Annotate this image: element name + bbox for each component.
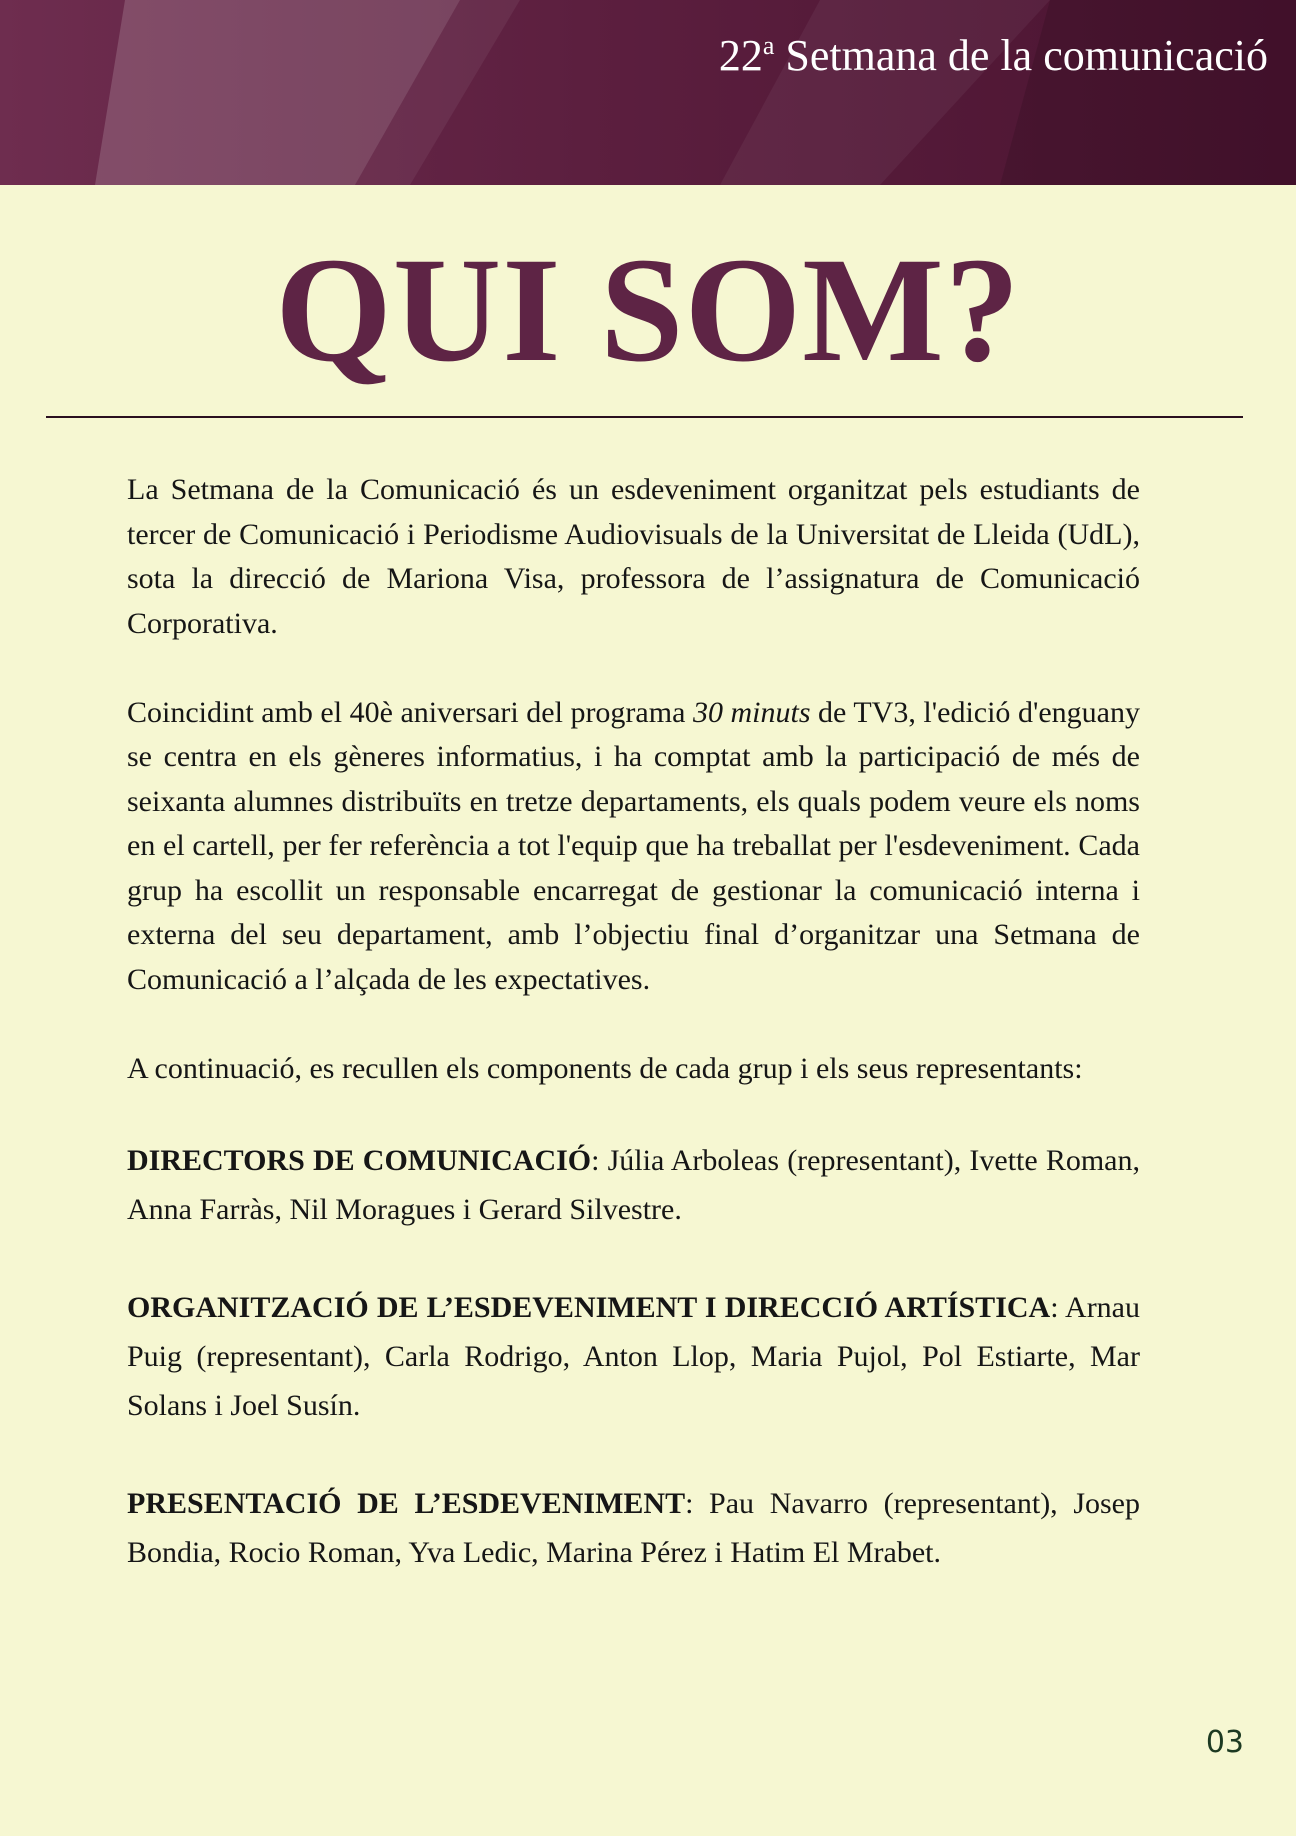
group-directors xyxy=(127,1136,1140,1234)
group-presentacio xyxy=(127,1479,1140,1577)
body-text xyxy=(127,468,1140,1626)
group-heading: PRESENTACIÓ DE L’ESDEVENIMENT xyxy=(127,1486,686,1520)
group-members: : Júlia Arboleas (representant), Ivette Roman, Anna Farràs, Nil Moragues i Gerard Silvestre. xyxy=(127,1143,1140,1226)
group-heading: DIRECTORS DE COMUNICACIÓ xyxy=(127,1143,592,1177)
edition-text-end: de TV3, l'edició d'enguany se centra en els gèneres informatius, i ha comptat amb la participació de més de seixanta alumnes distribuïts en tretze departaments, els quals podem veure els noms en el cartell, per fer referència a tot l'equip que ha treballat per l'esdeveniment. Cada grup ha escollit un responsable encarregat de gestionar la comunicació interna i externa del seu departament, amb l’objectiu final d’organitzar una Setmana de Comunicació a l’alçada de les expectatives. xyxy=(127,695,1141,996)
groups-intro-paragraph: A continuació, es recullen els components de cada grup i els seus representants: xyxy=(127,1051,1083,1085)
intro-paragraph: La Setmana de la Comunicació és un esdeveniment organitzat pels estudiants de tercer de Comunicació i Periodisme Audiovisuals de la Universitat de Lleida (UdL), sota la direcció de Mariona Visa, professora de l’assignatura de Comunicació Corporativa. xyxy=(127,473,1140,640)
header-number: 22 xyxy=(718,31,763,80)
edition-paragraph xyxy=(127,691,1140,1003)
group-members: : Arnau Puig (representant), Carla Rodrigo, Anton Llop, Maria Pujol, Pol Estiarte, Mar Solans i Joel Susín. xyxy=(127,1290,1140,1422)
header-ordinal: a xyxy=(762,31,775,60)
group-heading: ORGANITZACIÓ DE L’ESDEVENIMENT I DIRECCIÓ ARTÍSTICA xyxy=(127,1290,1051,1324)
header-banner xyxy=(0,0,1296,185)
program-name: 30 minuts xyxy=(692,695,811,729)
edition-text-start: Coincidint amb el 40è aniversari del programa xyxy=(127,695,693,729)
page-number: 03 xyxy=(1205,1725,1244,1760)
header-decoration xyxy=(0,0,1296,185)
page-title: QUI SOM? xyxy=(275,227,1021,393)
header-title-text: Setmana de la comunicació xyxy=(785,31,1268,80)
group-organitzacio xyxy=(127,1283,1140,1430)
title-divider xyxy=(46,416,1243,418)
group-members: : Pau Navarro (representant), Josep Bondia, Rocio Roman, Yva Ledic, Marina Pérez i Hatim El Mrabet. xyxy=(127,1486,1140,1569)
header-title xyxy=(719,30,1268,81)
